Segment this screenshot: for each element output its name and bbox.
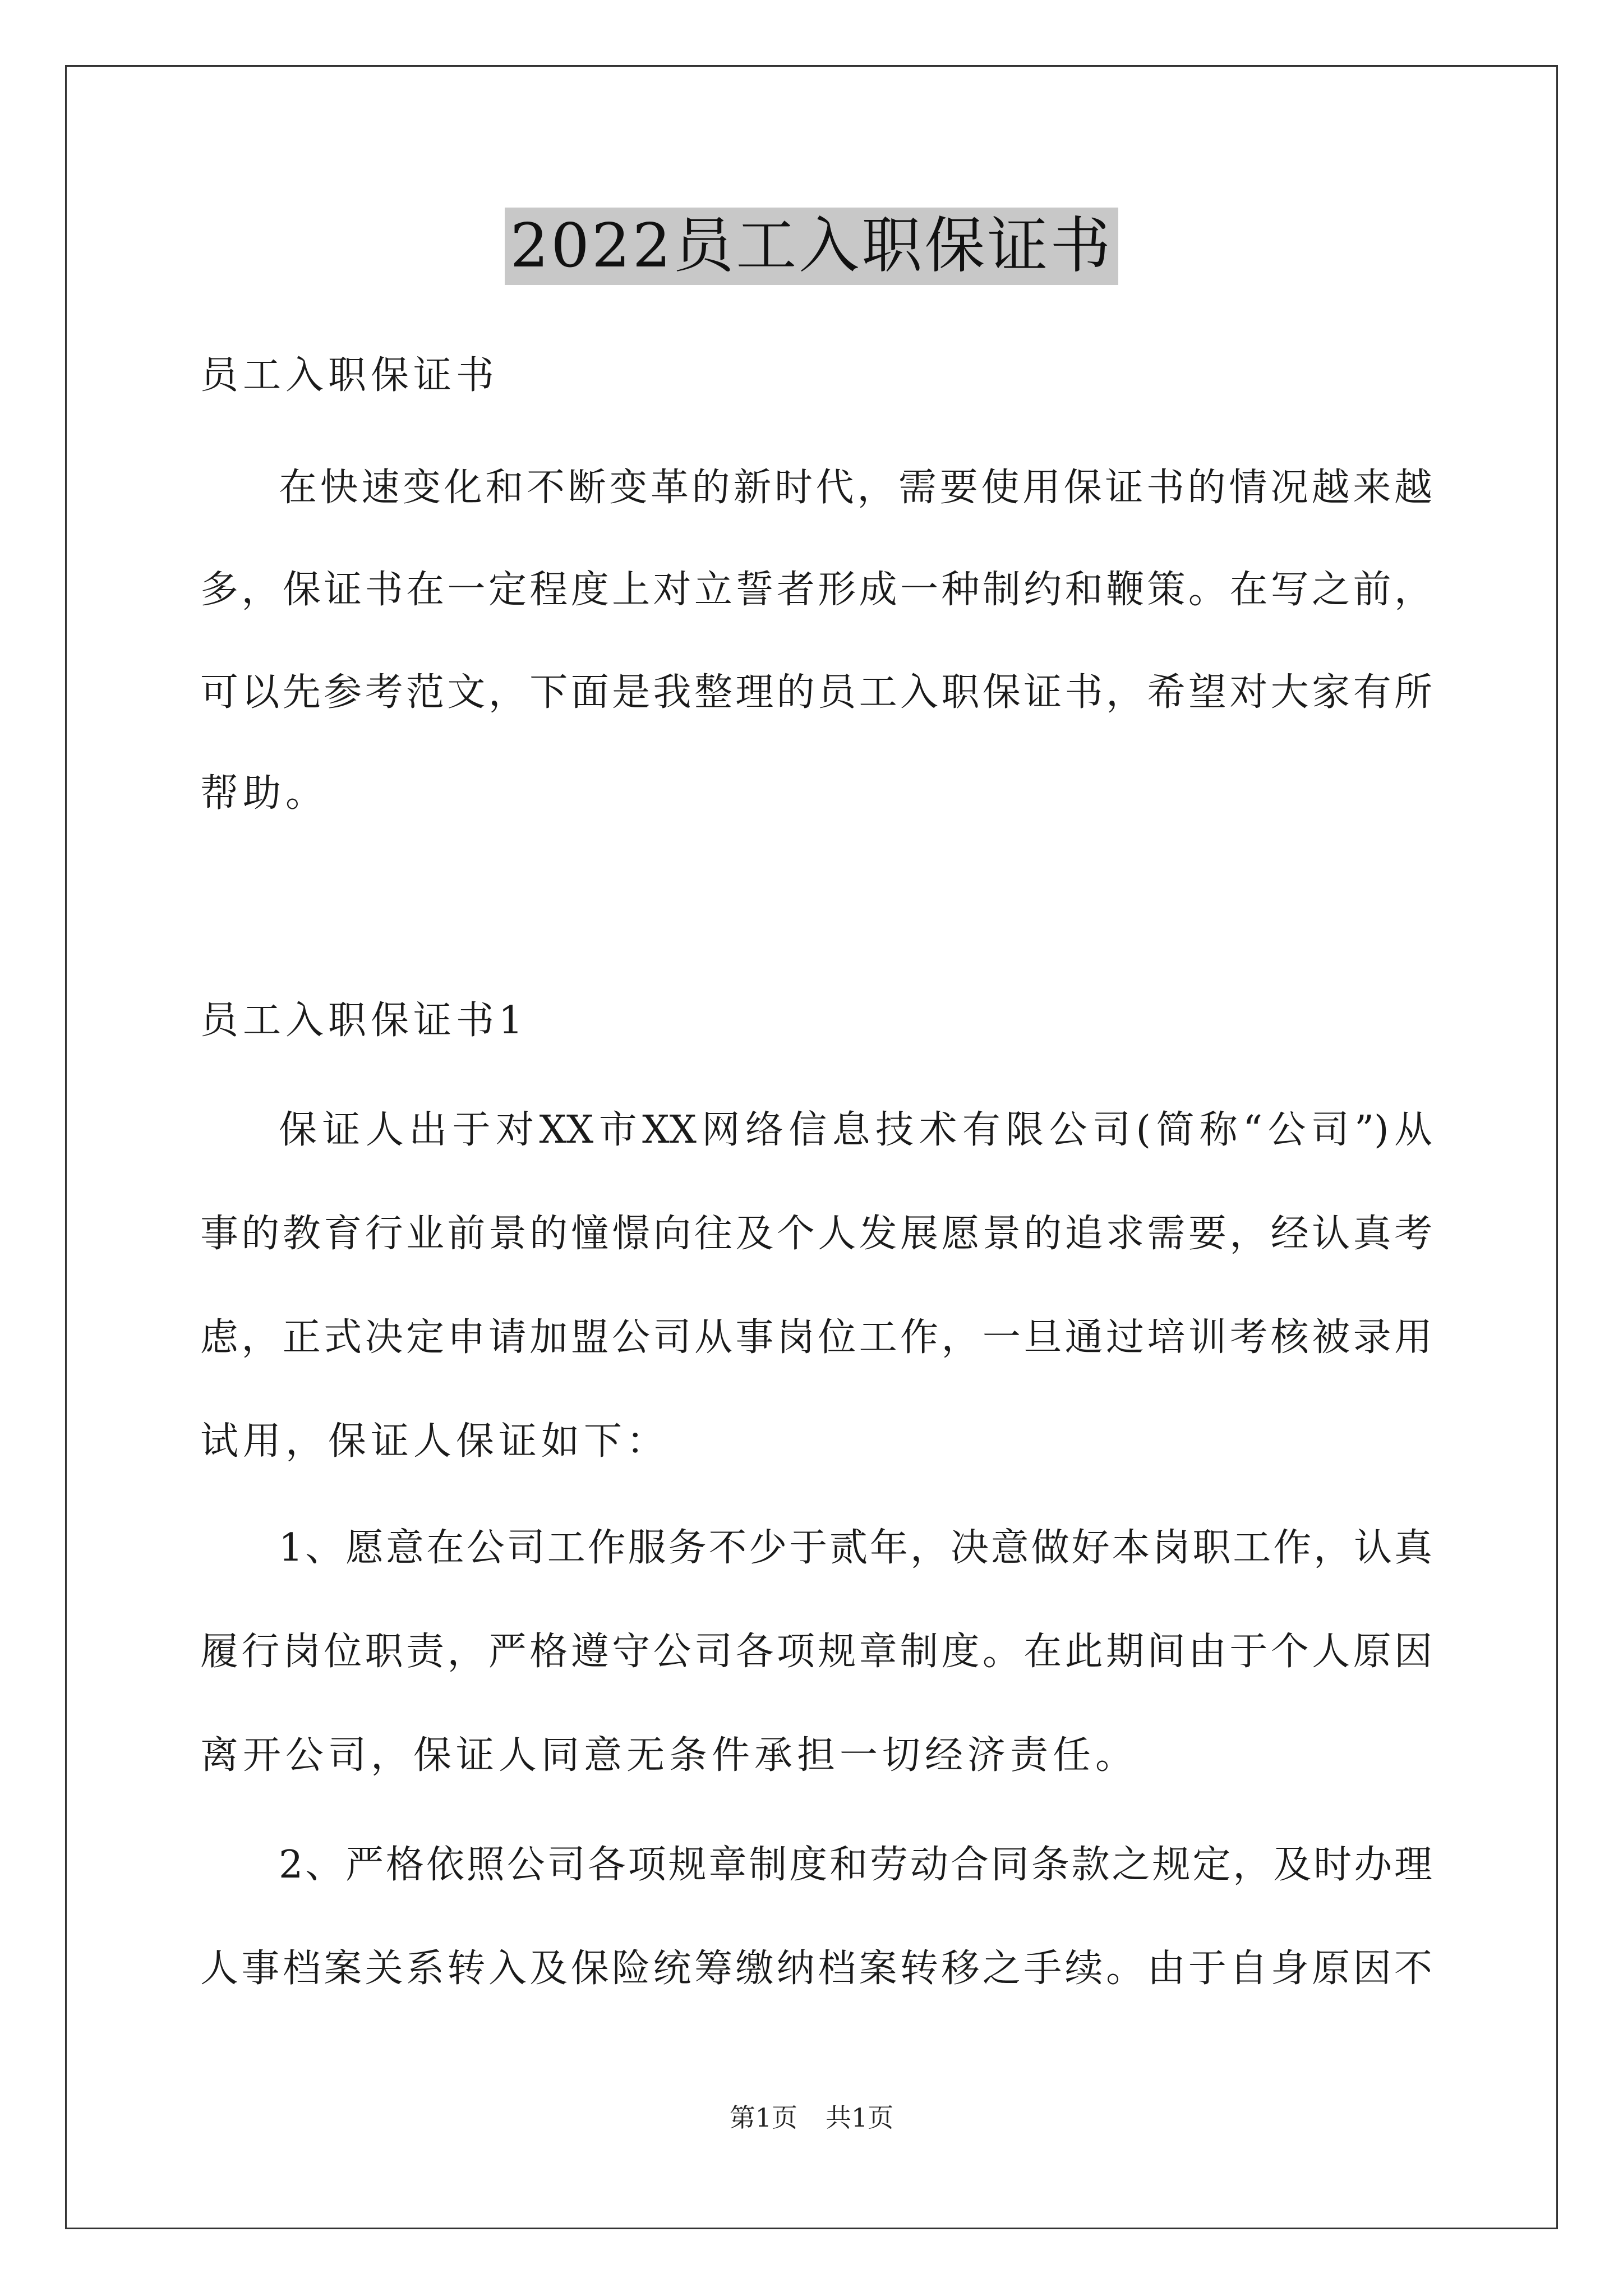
- intro-line-3: 可以先参考范文，下面是我整理的员工入职保证书，希望对大家有所: [200, 670, 1432, 715]
- page-number-total: 共1页: [826, 2102, 894, 2133]
- item1-line-2: 履行岗位职责，严格遵守公司各项规章制度。在此期间由于个人原因: [200, 1630, 1432, 1674]
- item1-line-1: 1、愿意在公司工作服务不少于贰年，决意做好本岗职工作，认真: [279, 1526, 1432, 1570]
- document-subtitle: 员工入职保证书: [200, 353, 499, 398]
- section-heading: 员工入职保证书1: [200, 999, 528, 1043]
- item2-line-1: 2、严格依照公司各项规章制度和劳动合同条款之规定，及时办理: [279, 1843, 1432, 1887]
- intro-line-1: 在快速变化和不断变革的新时代，需要使用保证书的情况越来越: [279, 466, 1432, 510]
- document-title: 2022员工入职保证书: [505, 208, 1119, 285]
- para1-line-3: 虑，正式决定申请加盟公司从事岗位工作，一旦通过培训考核被录用: [200, 1315, 1432, 1360]
- title-container: [0, 208, 1623, 285]
- para1-line-1: 保证人出于对XX市XX网络信息技术有限公司(简称“公司”)从: [279, 1108, 1432, 1152]
- item1-line-3: 离开公司，保证人同意无条件承担一切经济责任。: [200, 1733, 1138, 1778]
- para1-line-2: 事的教育行业前景的憧憬向往及个人发展愿景的追求需要，经认真考: [200, 1212, 1432, 1256]
- para1-line-4: 试用，保证人保证如下：: [200, 1419, 670, 1464]
- intro-line-4: 帮助。: [200, 771, 329, 816]
- item2-line-2: 人事档案关系转入及保险统筹缴纳档案转移之手续。由于自身原因不: [200, 1947, 1432, 1991]
- page-number-current: 第1页: [729, 2102, 797, 2133]
- page-footer: [0, 2101, 1623, 2134]
- intro-line-2: 多，保证书在一定程度上对立誓者形成一种制约和鞭策。在写之前，: [200, 568, 1432, 612]
